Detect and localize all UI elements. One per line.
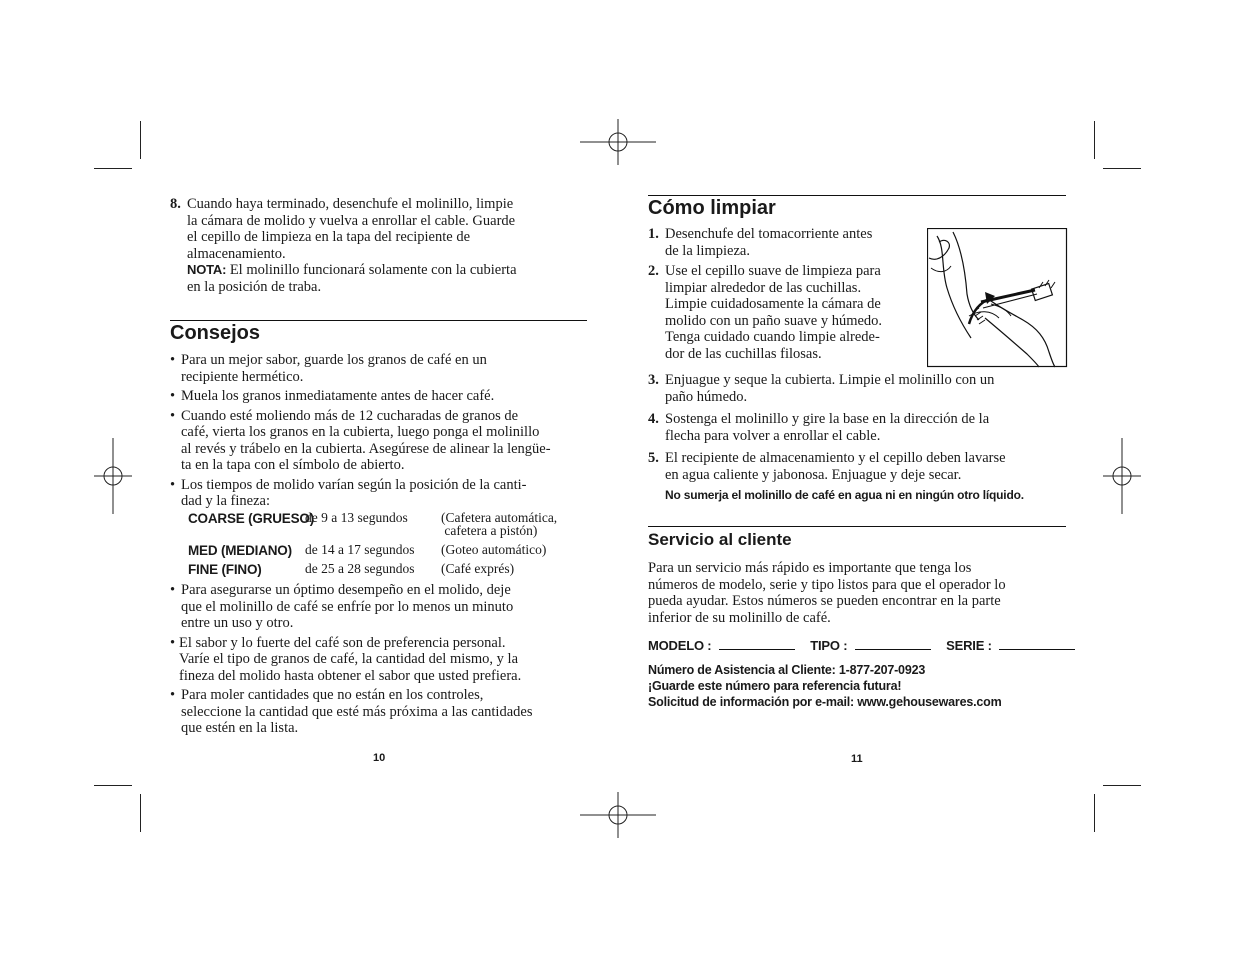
registration-mark-top-icon	[580, 119, 656, 165]
serial-field-input[interactable]	[999, 637, 1075, 650]
step-text-line: almacenamiento.	[187, 245, 286, 262]
model-field-input[interactable]	[719, 637, 795, 650]
contact-info	[648, 662, 1001, 710]
list-item: • El sabor y lo fuerte del café son de preferencia personal. Varíe el tipo de granos de café, la cantidad del mismo, y la fineza del molido hasta obtener el sabor que usted prefiera.	[170, 634, 522, 684]
grind-setting: FINE (FINO)	[188, 562, 262, 577]
step-text-line: el cepillo de limpieza en la tapa del recipiente de	[187, 229, 471, 245]
section-title-servicio: Servicio al cliente	[648, 530, 792, 549]
section-title-como-limpiar: Cómo limpiar	[648, 197, 776, 219]
service-paragraph: Para un servicio más rápido es importante que tenga los números de modelo, serie y tipo listos para que el operador lo pueda ayudar. Estos números se pueden encontrar en la parte inferior de su molinillo de café.	[648, 560, 1006, 626]
tips-list-continued	[170, 582, 595, 740]
step-text-line: Cuando haya terminado, desenchufe el molinillo, limpie	[187, 196, 514, 212]
step-number: 1.	[648, 226, 659, 242]
note-label: NOTA:	[187, 262, 227, 277]
list-item: • Los tiempos de molido varían según la posición de la canti- dad y la fineza:	[170, 476, 527, 509]
list-item: 5. El recipiente de almacenamiento y el cepillo deben lavarse en agua caliente y jabonosa. Enjuague y deje secar. No sumerja el molinillo de café en agua ni en ningún otro líquido.	[648, 450, 1073, 504]
grind-time: de 25 a 28 segundos	[305, 561, 415, 576]
list-item: • Para asegurarse un óptimo desempeño en el molido, deje que el molinillo de café se enfríe por lo menos un minuto entre un uso y otro.	[170, 582, 514, 631]
step-number: 3.	[648, 372, 659, 388]
step-text-line: la cámara de molido y vuelva a enrollar el cable. Guarde	[187, 212, 516, 229]
phone-number: Número de Asistencia al Cliente: 1-877-207-0923	[648, 663, 926, 677]
model-field-label: MODELO :	[648, 638, 712, 653]
step-number: 5.	[648, 450, 659, 466]
step-number: 2.	[648, 263, 659, 279]
grind-use: cafetera a pistón)	[441, 523, 538, 538]
bullet-icon: •	[170, 582, 176, 598]
product-info-fields	[648, 637, 1075, 653]
type-field-input[interactable]	[855, 637, 931, 650]
type-field-label: TIPO :	[810, 638, 848, 653]
list-item: 1. Desenchufe del tomacorriente antes de la limpieza.	[648, 226, 873, 259]
section-rule	[648, 526, 1066, 527]
section-rule	[648, 195, 1066, 196]
note-text: en la posición de traba.	[187, 278, 322, 295]
list-item: 2. Use el cepillo suave de limpieza para limpiar alrededor de las cuchillas. Limpie cuidadosamente la cámara de molido con un paño suave y húmedo. Tenga cuidado cuando limpie alrede- dor de las cuchillas filosas.	[648, 263, 883, 362]
grind-use: (Goteo automático)	[441, 542, 547, 557]
page-number: 11	[851, 753, 863, 765]
bullet-icon: •	[170, 388, 176, 404]
grind-time: de 9 a 13 segundos	[305, 510, 408, 525]
cleaning-steps	[648, 226, 918, 366]
bullet-icon: •	[170, 352, 176, 368]
step-8	[170, 196, 607, 295]
email-info: Solicitud de información por e-mail: www.gehousewares.com	[648, 695, 1002, 709]
bullet-icon: •	[170, 687, 176, 703]
list-item: 3. Enjuague y seque la cubierta. Limpie el molinillo con un paño húmedo.	[648, 372, 995, 405]
registration-mark-right-icon	[1103, 438, 1141, 514]
section-rule	[170, 320, 587, 321]
list-item: • Muela los granos inmediatamente antes de hacer café.	[170, 388, 495, 404]
serial-field-label: SERIE :	[946, 638, 992, 653]
grind-use: (Cafetera automática,	[441, 510, 558, 525]
tips-list	[170, 352, 595, 513]
grind-setting: COARSE (GRUESO)	[188, 511, 315, 526]
list-item: • Para moler cantidades que no están en los controles, seleccione la cantidad que esté más próxima a las cantidades que estén en la lista.	[170, 687, 533, 736]
warning-text: No sumerja el molinillo de café en agua ni en ningún otro líquido.	[665, 488, 1024, 502]
grind-setting: MED (MEDIANO)	[188, 543, 292, 558]
registration-mark-left-icon	[94, 438, 132, 514]
registration-mark-bottom-icon	[580, 792, 656, 838]
grind-time: de 14 a 17 segundos	[305, 542, 415, 557]
page-number: 10	[373, 752, 386, 764]
cleaning-brush-illustration	[927, 228, 1068, 368]
bullet-icon: •	[170, 407, 176, 424]
step-number: 4.	[648, 411, 659, 427]
note	[187, 262, 607, 279]
bullet-icon: •	[170, 634, 176, 651]
step-number: 8.	[170, 196, 181, 212]
grind-use: (Café exprés)	[441, 561, 515, 576]
save-number-note: ¡Guarde este número para referencia futura!	[648, 679, 902, 693]
section-title-consejos: Consejos	[170, 322, 261, 344]
list-item: • Para un mejor sabor, guarde los granos de café en un recipiente hermético.	[170, 352, 487, 385]
cleaning-steps-continued	[648, 372, 1073, 508]
bullet-icon: •	[170, 476, 176, 493]
list-item: • Cuando esté moliendo más de 12 cucharadas de granos de café, vierta los granos en la cubierta, luego ponga el molinillo al revés y trábelo en la cubierta. Asegúrese de alinear la lengüe- ta en la tapa con el símbolo de abierto.	[170, 407, 551, 473]
note-text: El molinillo funcionará solamente con la cubierta	[226, 262, 517, 278]
list-item: 4. Sostenga el molinillo y gire la base en la dirección de la flecha para volver a enrollar el cable.	[648, 411, 990, 444]
